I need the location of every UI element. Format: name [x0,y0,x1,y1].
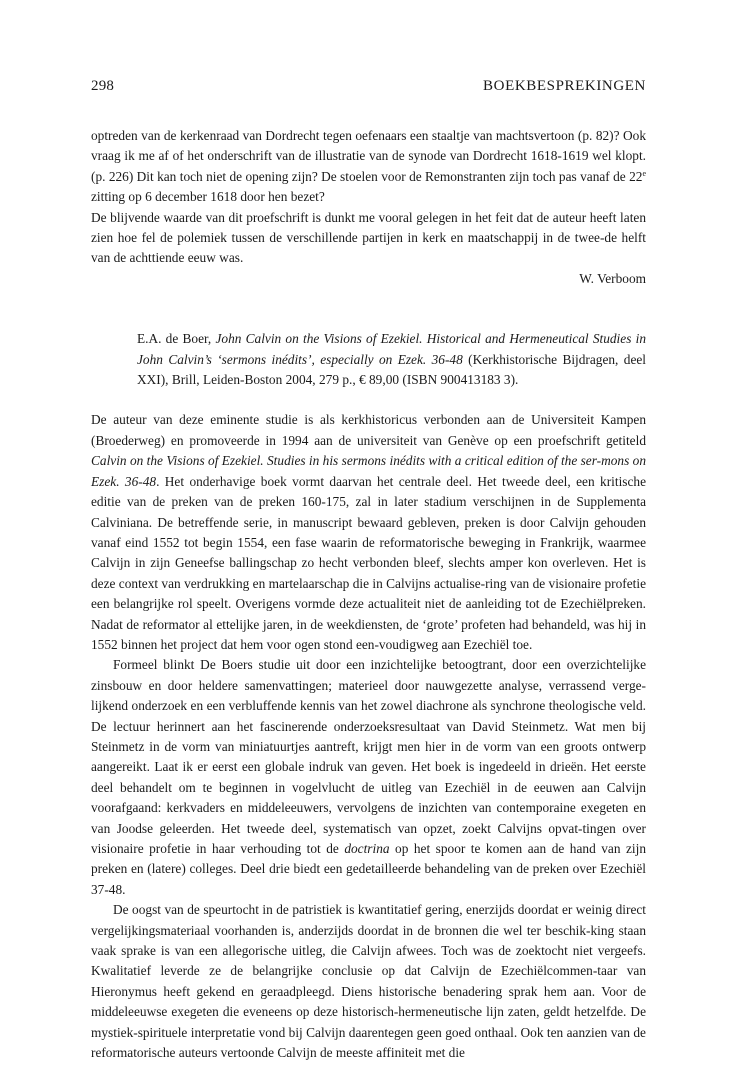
reviewer-signature: W. Verboom [579,270,646,286]
paragraph [91,410,646,655]
book-author: E.A. de Boer, [137,331,216,347]
text-run: De auteur van deze eminente studie is als kerkhistoricus verbonden aan de Universiteit Kampen (Broederweg) en promoveerde in 1994 aan de universiteit van Genève op een proefschrift getiteld [91,412,646,448]
paragraph [91,126,646,208]
superscript: e [642,168,646,178]
italic-term: doctrina [344,841,390,856]
text-run: . Het onderhavige boek vormt daarvan het centrale deel. Het tweede deel, een kritische editie van de preken van de preken 160-175, zal in later stadium verschijnen in de Supplementa Calviniana. De betreffende serie, in manuscript bewaard gebleven, preken is door Calvijn gehouden vanaf eind 1552 tot begin 1554, een fase waarin de reformatorische beweging in Frankrijk, waarmee Calvijn in zijn Geneefse ballingschap zo hecht verbonden bleef, slechts amper kon overleven. Het is deze context van verdrukking en martelaarschap die in Calvijns actualise-ring van de visionaire profetie een belangrijke rol speelt. Overigens vormde deze actualiteit niet de aanleiding tot de Ezechiëlpreken. Nadat de reformator al ettelijke jaren, in de weekdiensten, de ‘grote’ profeten had behandeld, was hij in 1552 binnen het project dat hem voor ogen stond een-voudigweg aan Ezechiël toe. [91,473,646,652]
text-run: Formeel blinkt De Boers studie uit door een inzichtelijke betoogtrant, door een overzichtelijke zinsbouw en door heldere samenvattingen; materieel door nauwgezette analyse, verrassend verge-lijkend onderzoek en een verbluffende kennis van het zowel diachrone als synchrone theologische veld. De lectuur herinnert aan het fascinerende onderzoeksresultaat van David Steinmetz. Wat men bij Steinmetz in de vorm van miniatuurtjes aantreft, krijgt men hier in de vorm van een groots ontwerp aangereikt. Laat ik er eerst een globale indruk van geven. Het boek is ingedeeld in drieën. Het eerste deel behandelt om te beginnen in vogelvlucht de uitleg van Ezechiël in de eeuwen aan Calvijn voorafgaand: kerkvaders en middeleeuwers, vervolgens de inzichten van contemporaine exegeten en van Joodse geleerden. Het tweede deel, systematisch van opzet, zoekt Calvijns opvat-tingen over visionaire profetie in haar verhouding tot de [91,657,646,856]
book-details: (Kerkhistorische Bijdragen, deel XXI), Brill, Leiden-Boston 2004, 279 p., € 89,00 (ISBN 900413183 3). [137,351,647,388]
book-title: John Calvin on the Visions of Ezekiel. Historical and Hermeneutical Studies in John Calvin’s ‘sermons inédits’, especially on Ezek. 36-48 [137,331,646,367]
paragraph [91,655,646,900]
book-reference [137,329,646,390]
paragraph: De blijvende waarde van dit proefschrift is dunkt me vooral gelegen in het feit dat de auteur heeft laten zien hoe fel de polemiek tussen de verschillende partijen in kerk en maatschappij in de twee-de helft van de achttiende eeuw was. [91,209,646,266]
page [91,78,646,1063]
text-run: zitting op 6 december 1618 door hen bezet? [91,189,325,205]
italic-title: Calvin on the Visions of Ezekiel. Studies in his sermons inédits with a critical edition of the ser-mons on Ezek. 36-48 [91,453,646,489]
paragraph: De oogst van de speurtocht in de patristiek is kwantitatief gering, enerzijds doordat er weinig direct vergelijkingsmateriaal voorhanden is, anderzijds doordat in de bronnen die wel ter beschik-king staan vaak sprake is van een allegorische uitleg, die Calvijn afwees. Toch was de zoektocht niet vergeefs. Kwalitatief leverde ze de belangrijke conclusie op dat Calvijn de Ezechiëlcommen-taar van Hieronymus heeft gekend en geraadpleegd. Diens historische benadering sprak hem aan. Voor de middeleeuwse exegeten die eveneens op deze historisch-hermeneutische lijn zaten, geldt hetzelfde. De mystiek-spirituele interpretatie vond bij Calvijn daarentegen geen goed onthaal. Ook ten aanzien van de reformatorische auteurs vertoonde Calvijn de meeste affiniteit met die [91,902,646,1061]
page-number: 298 [91,78,115,94]
section-title: BOEKBESPREKINGEN [483,78,646,94]
text-run: op het spoor te komen aan de hand van zijn preken en (latere) colleges. Deel drie biedt een gedetailleerde behandeling van de preken over Ezechiël 37-48. [91,841,646,897]
text-run: optreden van de kerkenraad van Dordrecht tegen oefenaars een staaltje van machtsvertoon (p. 82)? Ook vraag ik me af of het onderschrift van de illustratie van de synode van Dordrecht 1618-1619 wel klopt. (p. 226) Dit kan toch niet de opening zijn? De stoelen voor de Remonstranten zijn toch pas vanaf de 22 [91,128,646,184]
previous-review-ending [91,126,646,289]
running-head [91,78,646,100]
review-body [91,410,646,1063]
